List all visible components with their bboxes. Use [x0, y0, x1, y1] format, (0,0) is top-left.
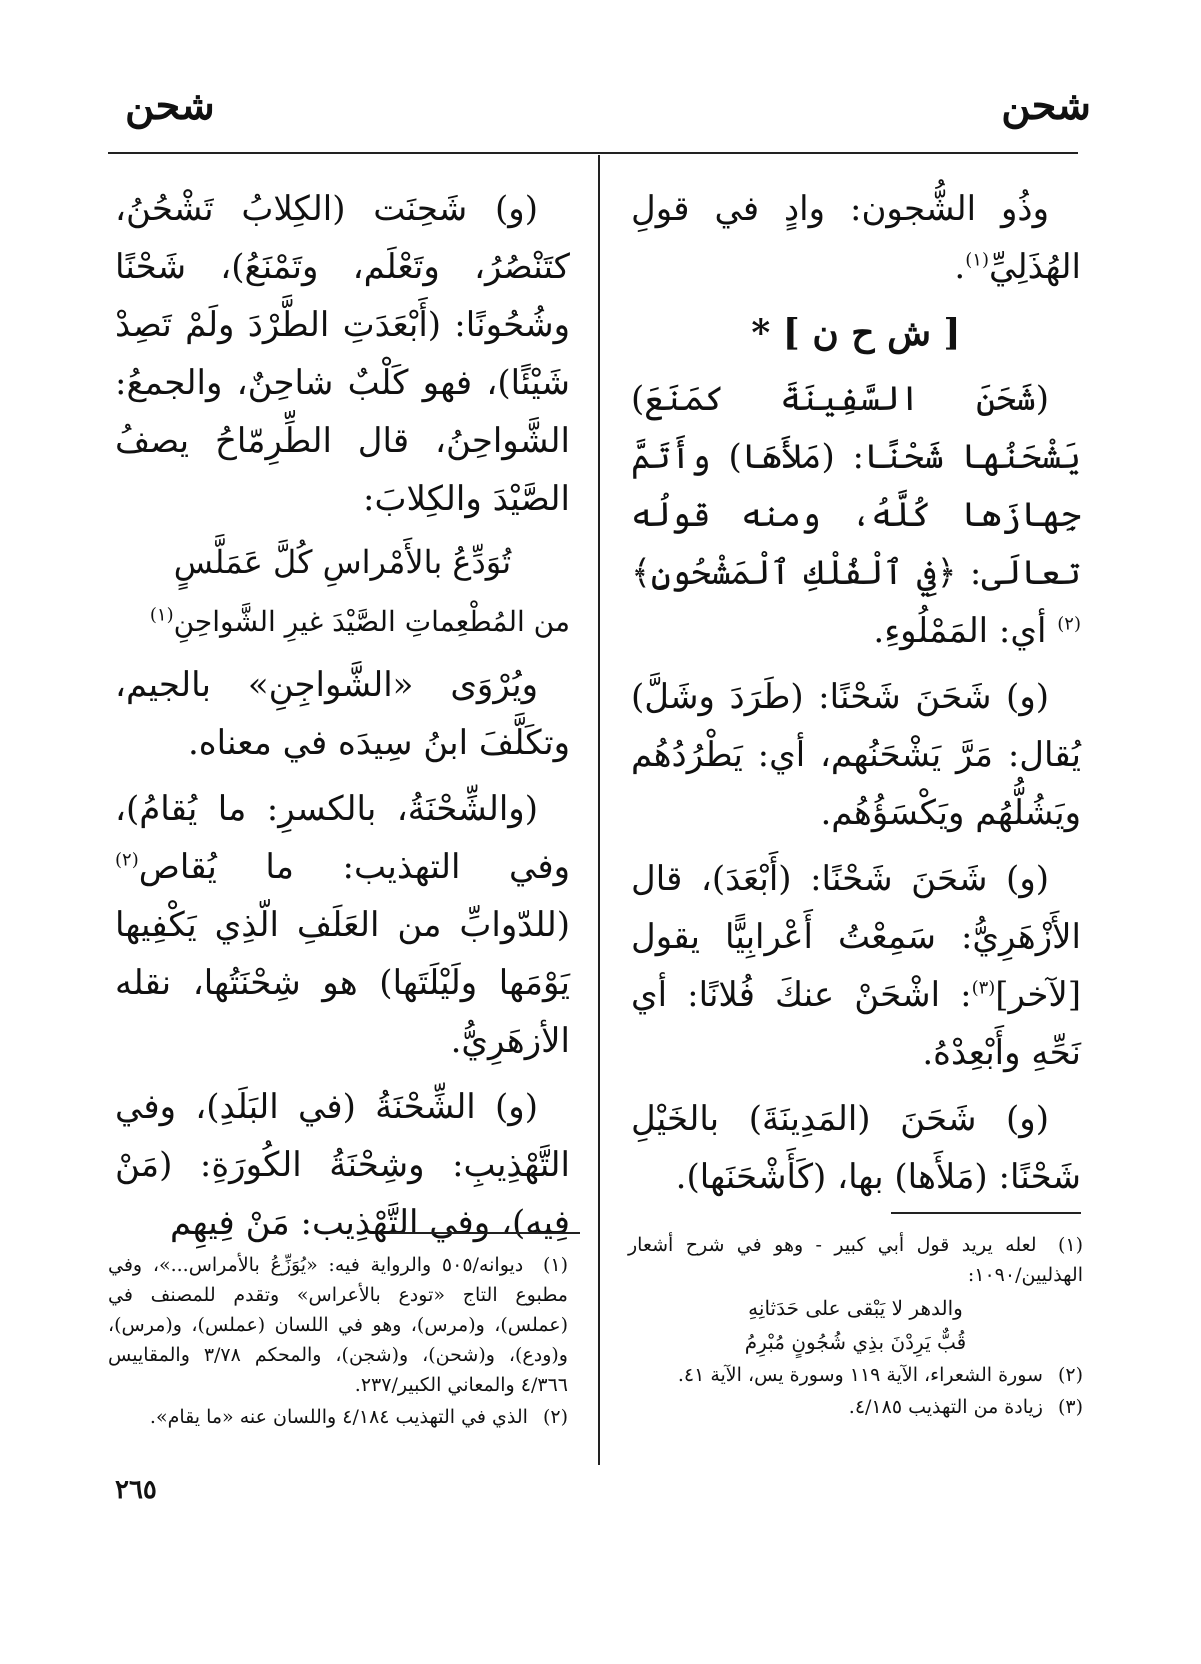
- paragraph-text: : اشْحَنْ عنكَ فُلانًا: أي نَحِّهِ وأَبْعِدْهُ.: [631, 975, 1081, 1073]
- entry-paragraph: ويُرْوَى «الشَّواجِنِ» بالجيم، وتكَلَّفَ ابنُ سِيدَه في معناه.: [115, 665, 570, 763]
- entry-paragraph: [631, 180, 1081, 296]
- entry-paragraph: (و) شَحِنَت (الكِلابُ تَشْحُنُ، كتَنْصُرُ، وتَعْلَم، وتَمْنَعُ)، شَحْنًا وشُحُونًا: (أَبْعَدَتِ الطَّرْدَ ولَمْ تَصِدْ شَيْئًا)، فهو كَلْبٌ شاحِنٌ، والجمعُ: الشَّواحِنُ، قال الطِّرِمّاحُ يصفُ الصَّيْدَ والكِلابَ:: [115, 189, 570, 519]
- column-divider: [598, 155, 600, 1465]
- entry-paragraph: (و) شَحَنَ شَحْنًا: (طَرَدَ وشَلَّ) يُقال: مَرَّ يَشْحَنُهم، أي: يَطْرُدُهُم ويَشُلُّهُم ويَكْسَؤُهُم.: [631, 677, 1081, 833]
- footnote: [628, 1230, 1083, 1290]
- footnote-text: الذي في التهذيب ٤/١٨٤ واللسان عنه «ما يقام».: [149, 1406, 528, 1428]
- paragraph-text: (و) شَحَنَ شَحْنًا: (أَبْعَدَ)، قال الأَزْهَرِيُّ: سَمِعْتُ أَعْرابِيًّا يقول [لآخر]: [631, 859, 1081, 1015]
- running-header-right: شحن: [1001, 82, 1091, 129]
- paragraph-text: (شَحَنَ السَّفِينَةَ كمَنَعَ) يَشْحَنُها شَحْنًا: (مَلأَهَا) وأَتَمَّ جِهازَها كُلَّهُ، ومنه قولُه تعالَى: ﴿فِي ٱلْفُلْكِ ٱلْمَشْحُونِ﴾: [631, 379, 1081, 593]
- footnote-verse: والدهر لا يَبْقى على حَدَثانِهِ: [748, 1296, 963, 1320]
- left-column: [115, 180, 570, 1260]
- footnote-rule: [390, 1232, 580, 1234]
- footnote-number: (٣): [1057, 1396, 1083, 1418]
- footnote: [628, 1392, 1083, 1422]
- entry-paragraph: (و) شَحَنَ (المَدِينَةَ) بالخَيْلِ شَحْنًا: (مَلأَها) بها، (كَأَشْحَنَها).: [631, 1099, 1081, 1197]
- footnote-verse: قُبٌّ يَرِدْنَ بذِي شُجُونٍ مُبْرِمُ: [744, 1330, 967, 1354]
- paragraph-end: أي: المَمْلُوءِ.: [873, 611, 1058, 651]
- footnote-text: لعله يريد قول أبي كبير - وهو في شرح أشعار الهذليين/١٠٩٠:: [628, 1234, 1083, 1286]
- footnote-ref: (٢): [1057, 613, 1081, 635]
- entry-paragraph: [115, 780, 570, 1070]
- paragraph-end: .: [954, 247, 966, 287]
- header-rule: [108, 152, 1078, 154]
- footnote-text: سورة الشعراء، الآية ١١٩ وسورة يس، الآية ٤١.: [677, 1364, 1043, 1386]
- footnote-text: زيادة من التهذيب ٤/١٨٥.: [848, 1396, 1043, 1418]
- footnote: [628, 1360, 1083, 1390]
- footnote-number: (٢): [542, 1406, 568, 1428]
- footnote-number: (١): [542, 1254, 569, 1276]
- verse-text: من المُطْعِماتِ الصَّيْدَ غيرِ الشَّواحِنِ: [173, 605, 570, 638]
- footnotes-left: [108, 1250, 568, 1434]
- footnotes-right: [628, 1230, 1083, 1424]
- footnote: [108, 1402, 568, 1432]
- footnote-number: (٢): [1057, 1364, 1083, 1386]
- footnote: [108, 1250, 568, 1400]
- verse-line: [115, 596, 570, 648]
- entry-paragraph: [631, 850, 1081, 1082]
- paragraph-text: وذُو الشُّجون: وادٍ في قولِ الهُذَلِيِّ: [631, 189, 1081, 287]
- running-header-left: شحن: [125, 82, 215, 129]
- page-number: ٢٦٥: [115, 1475, 157, 1505]
- footnote-text: ديوانه/٥٠٥ والرواية فيه: «يُوَزِّعُ بالأمراس...»، وفي مطبوع التاج «تودع بالأعراس» وتقدم للمصنف في (عملس)، و(مرس)، وهو في اللسان (عملس)، و(مرس)، و(ودع)، و(شحن)، و(شجن)، والمحكم ٣/٧٨ والمقاييس ٤/٣٦٦ والمعاني الكبير/٢٣٧.: [108, 1254, 568, 1396]
- footnote-ref: (١): [149, 604, 174, 626]
- paragraph-text: (للدّوابِّ من العَلَفِ الّذِي يَكْفِيها يَوْمَها ولَيْلَتَها) هو شِحْنَتُها، نقله الأزهَرِيُّ.: [115, 905, 570, 1061]
- footnote-ref: (٢): [115, 849, 139, 871]
- paragraph-text: (والشِّحْنَةُ، بالكسرِ: ما يُقامُ)، وفي التهذيب: ما يُقاص: [115, 789, 570, 887]
- right-column: [631, 180, 1081, 1214]
- footnote-ref: (١): [965, 249, 989, 271]
- footnote-number: (١): [1057, 1234, 1083, 1256]
- verse-line: تُوَدِّعُ بالأَمْراسِ كُلَّ عَمَلَّسٍ: [173, 543, 512, 581]
- entry-paragraph: (و) الشِّحْنَةُ (في البَلَدِ)، وفي التَّهْذِيبِ: وشِحْنَةُ الكُورَةِ: (مَنْ فِيه)، وفي التَّهْذِيب: مَنْ فِيهِم: [115, 1087, 570, 1243]
- entry-paragraph: [631, 370, 1081, 660]
- footnote-ref: (٣): [971, 977, 996, 999]
- footnote-rule: [891, 1212, 1081, 1214]
- entry-heading: [ ش ح ن ] *: [751, 312, 961, 354]
